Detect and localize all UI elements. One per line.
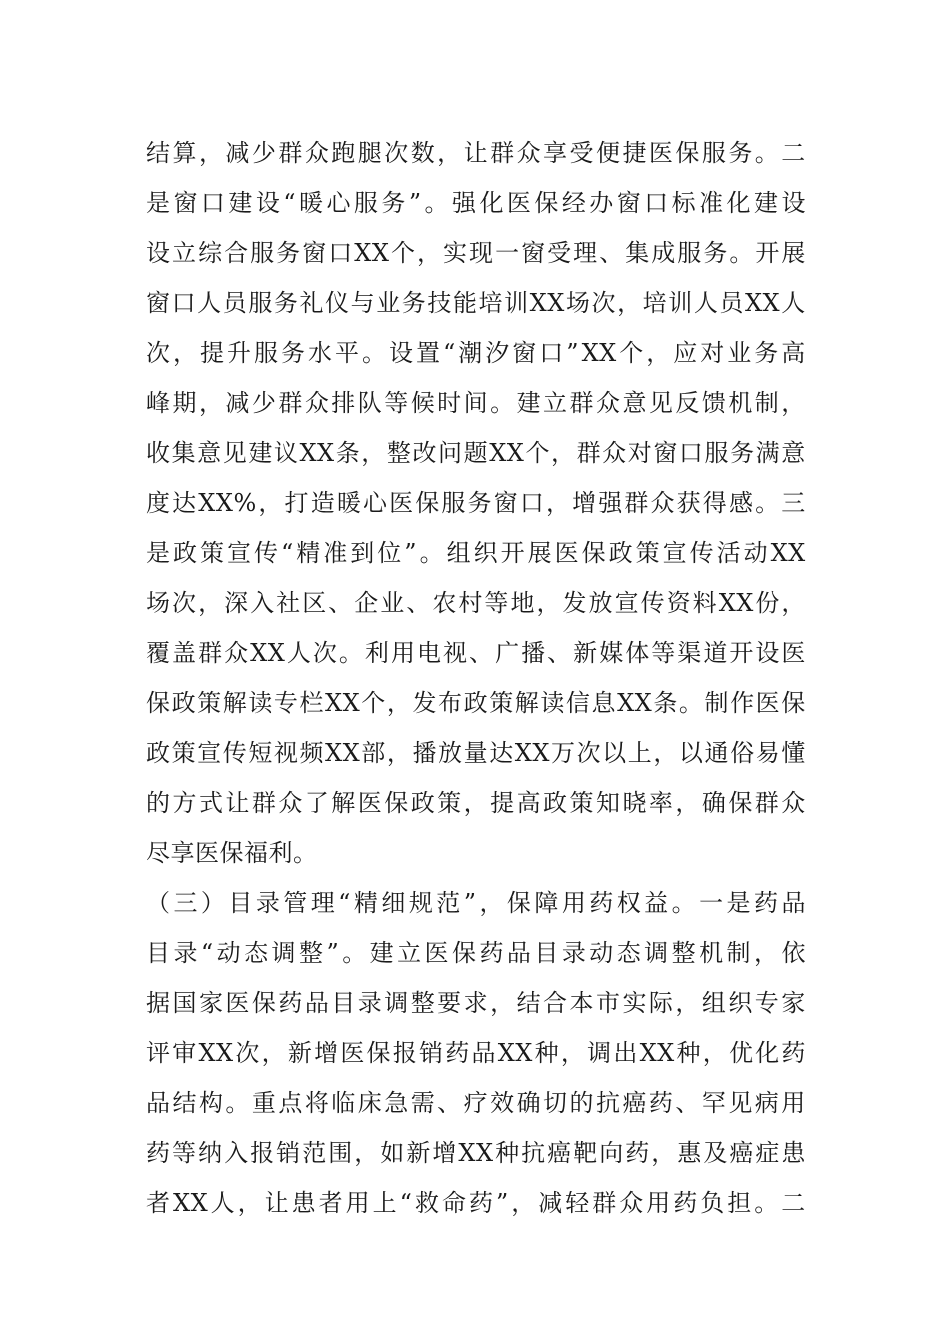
text-line: 政 策 宣 传 短 视 频 XX 部 ， 播 放 量 达 XX 万 次 以 上 ， 以 通 俗 易 懂: [146, 739, 806, 767]
text-line: 的 方 式 让 群 众 了 解 医 保 政 策 ， 提 高 政 策 知 晓 率 ， 确 保 群 众: [146, 789, 806, 817]
text-line: 品 结 构 。 重 点 将 临 床 急 需 、 疗 效 确 切 的 抗 癌 药 、 罕 见 病 用: [146, 1089, 806, 1117]
text-line: 据 国 家 医 保 药 品 目 录 调 整 要 求 ， 结 合 本 市 实 际 ， 组 织 专 家: [146, 989, 806, 1017]
text-line: 窗 口 人 员 服 务 礼 仪 与 业 务 技 能 培 训 XX 场 次 ， 培 训 人 员 XX 人: [146, 289, 806, 317]
text-line: 尽享医保福利。: [146, 839, 318, 867]
text-line: 是 窗 口 建 设 “ 暖 心 服 务 ” 。 强 化 医 保 经 办 窗 口 标 准 化 建 设: [146, 189, 806, 217]
text-line: 是 政 策 宣 传 “ 精 准 到 位 ” 。 组 织 开 展 医 保 政 策 宣 传 活 动 XX: [146, 539, 806, 567]
text-line: 设 立 综 合 服 务 窗 口 XX 个 ， 实 现 一 窗 受 理 、 集 成 服 务 。 开 展: [146, 239, 806, 267]
body-text: [146, 128, 806, 1228]
text-line: 覆 盖 群 众 XX 人 次 。 利 用 电 视 、 广 播 、 新 媒 体 等 渠 道 开 设 医: [146, 639, 806, 667]
text-line: 次 ， 提 升 服 务 水 平 。 设 置 “ 潮 汐 窗 口 ” XX 个 ， 应 对 业 务 高: [146, 339, 806, 367]
text-line: 结 算 ， 减 少 群 众 跑 腿 次 数 ， 让 群 众 享 受 便 捷 医 保 服 务 。 二: [146, 139, 806, 167]
text-line: 收 集 意 见 建 议 XX 条 ， 整 改 问 题 XX 个 ， 群 众 对 窗 口 服 务 满 意: [146, 439, 806, 467]
text-line: 者 XX 人 ， 让 患 者 用 上 “ 救 命 药 ” ， 减 轻 群 众 用 药 负 担 。 二: [146, 1189, 806, 1217]
text-line: 场 次 ， 深 入 社 区 、 企 业 、 农 村 等 地 ， 发 放 宣 传 资 料 XX 份 ，: [146, 589, 806, 617]
text-line: 评 审 XX 次 ， 新 增 医 保 报 销 药 品 XX 种 ， 调 出 XX 种 ， 优 化 药: [146, 1039, 806, 1067]
text-line: 度 达 XX% ， 打 造 暖 心 医 保 服 务 窗 口 ， 增 强 群 众 获 得 感 。 三: [146, 489, 806, 517]
text-line: （ 三 ） 目 录 管 理 “ 精 细 规 范 ” ， 保 障 用 药 权 益 。 一 是 药 品: [146, 889, 806, 917]
text-line: 保 政 策 解 读 专 栏 XX 个 ， 发 布 政 策 解 读 信 息 XX 条 。 制 作 医 保: [146, 689, 806, 717]
text-line: 药 等 纳 入 报 销 范 围 ， 如 新 增 XX 种 抗 癌 靶 向 药 ， 惠 及 癌 症 患: [146, 1139, 806, 1167]
text-line: 目 录 “ 动 态 调 整 ” 。 建 立 医 保 药 品 目 录 动 态 调 整 机 制 ， 依: [146, 939, 806, 967]
text-line: 峰 期 ， 减 少 群 众 排 队 等 候 时 间 。 建 立 群 众 意 见 反 馈 机 制 ，: [146, 389, 806, 417]
